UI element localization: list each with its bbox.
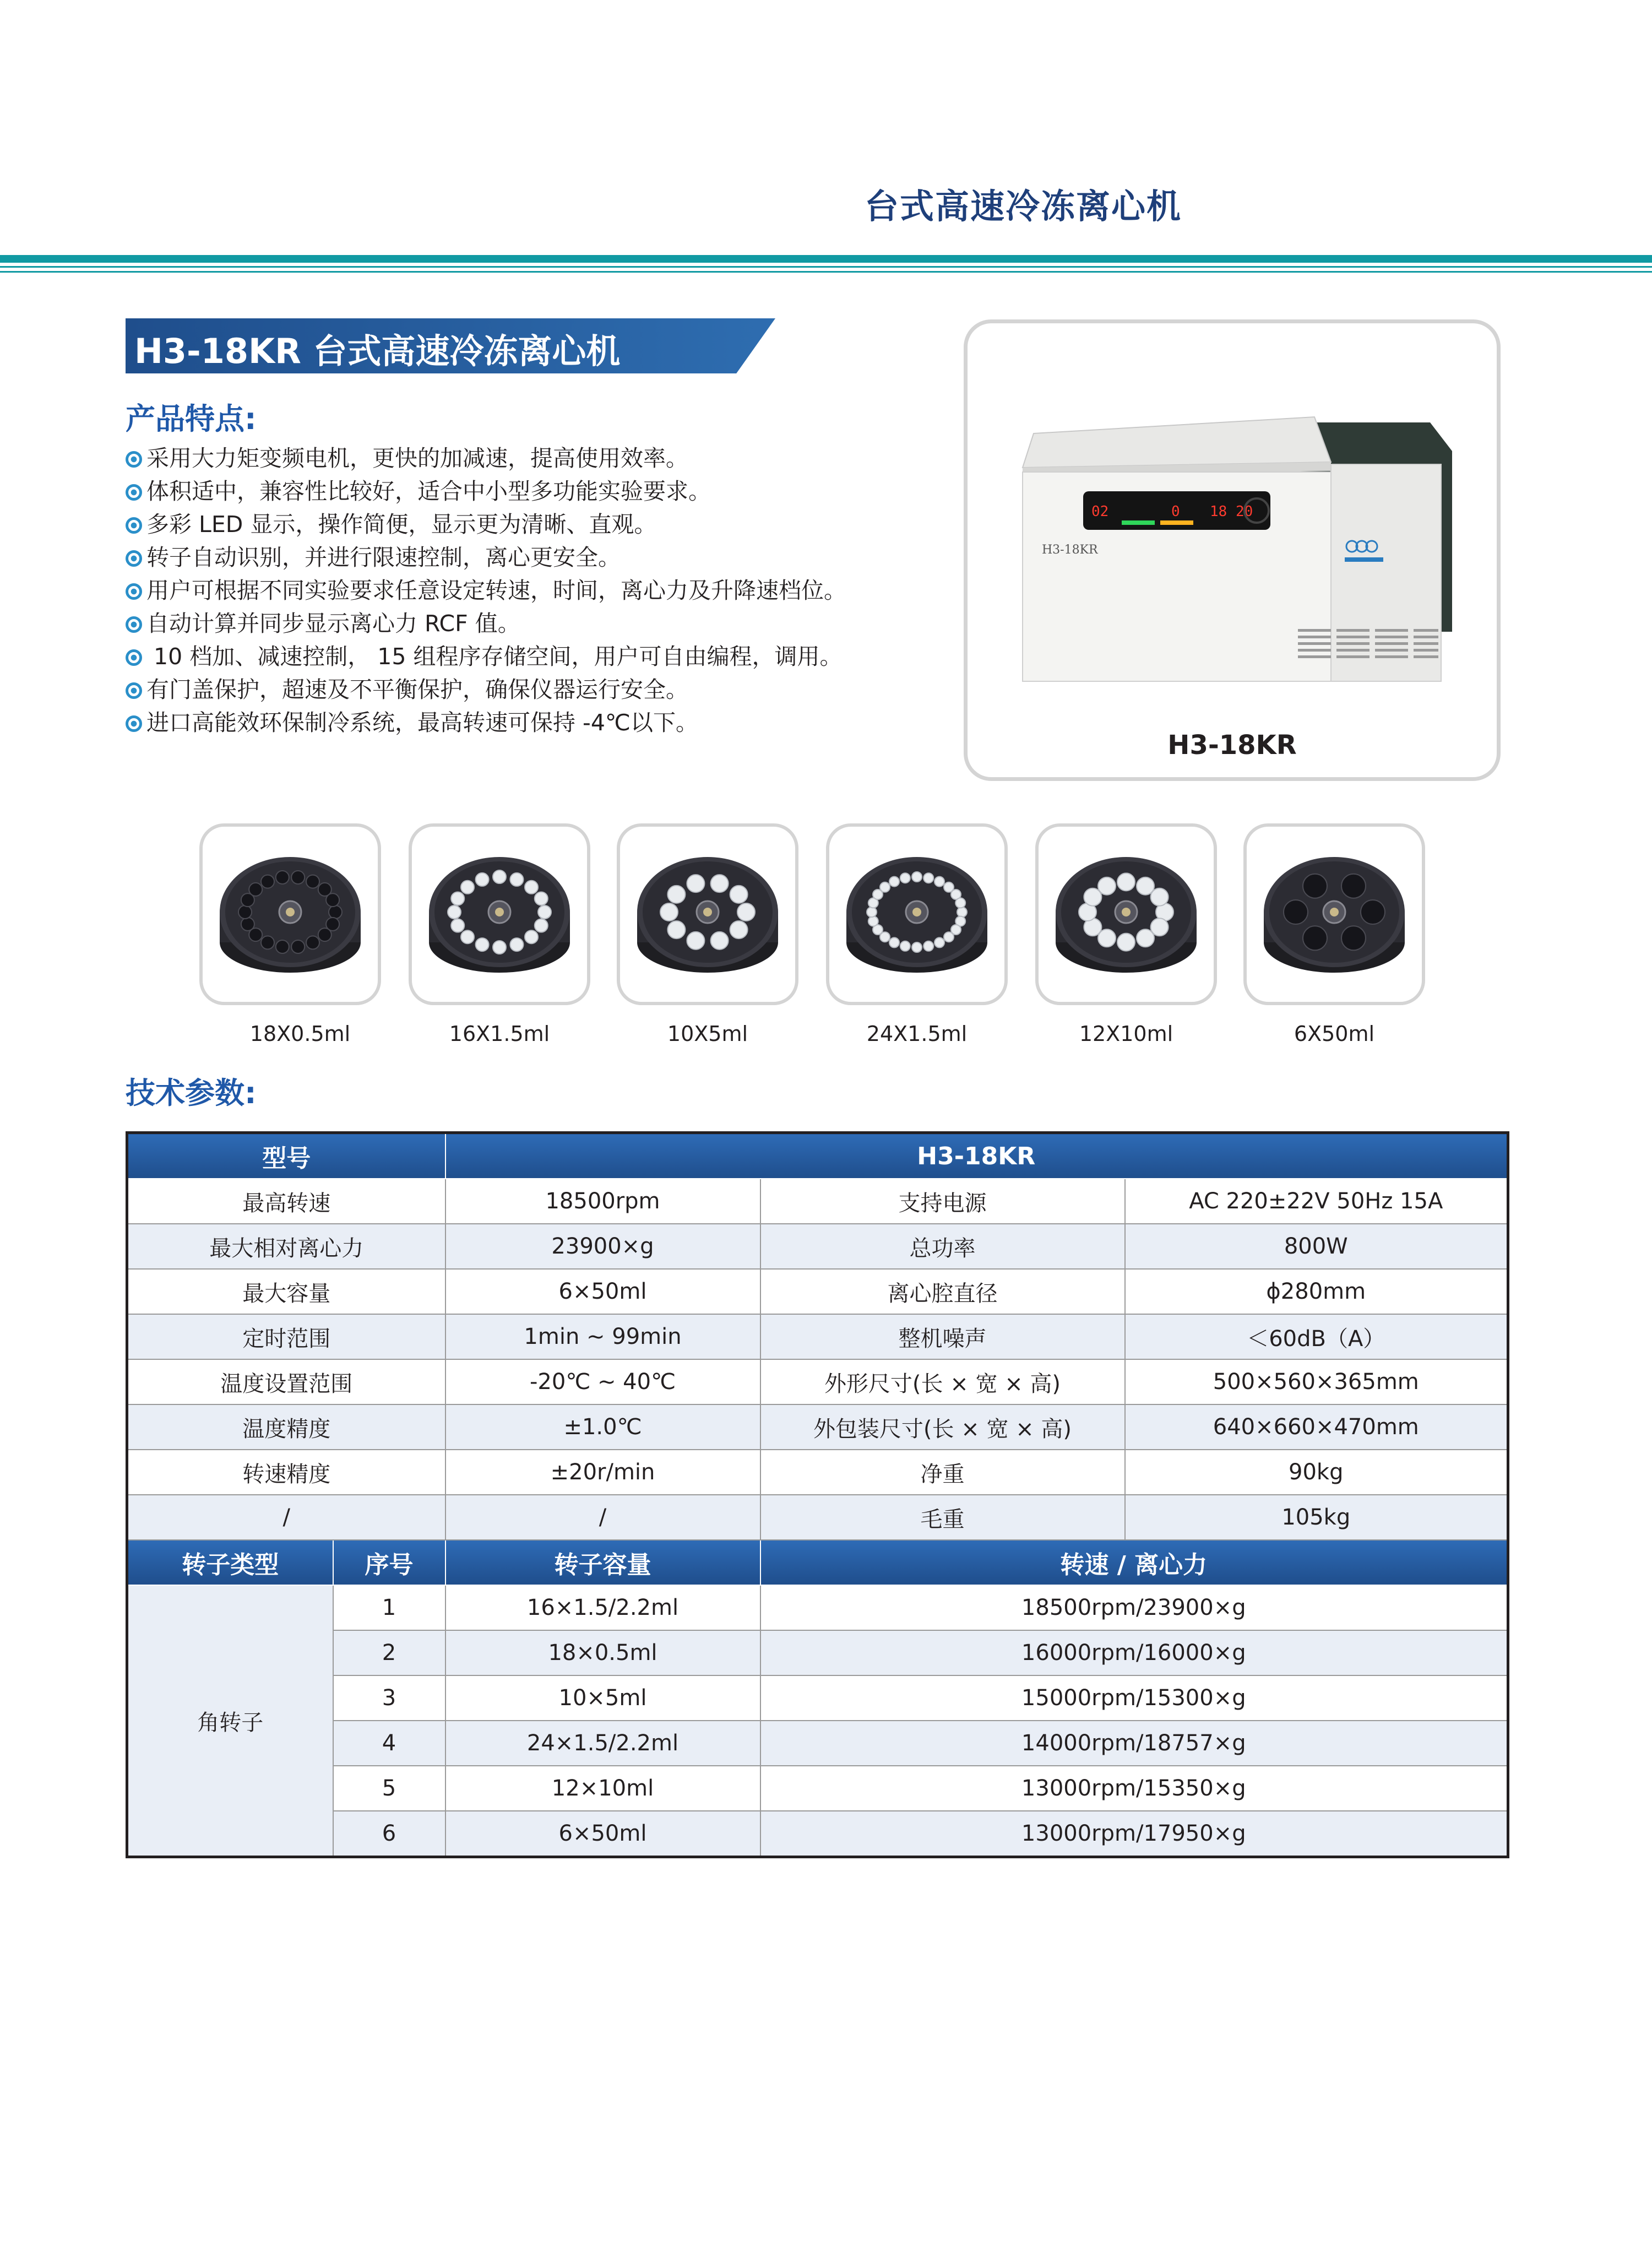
feature-item: 多彩 LED 显示，操作简便，显示更为清晰、直观。 — [126, 508, 924, 541]
spec-row: 定时范围 1min ~ 99min 整机噪声 ＜60dB（A） — [127, 1314, 1508, 1359]
index-header: 序号 — [333, 1540, 445, 1585]
rotor-tube — [1137, 929, 1154, 947]
rotor-tube — [711, 932, 729, 950]
feature-list — [126, 442, 924, 739]
rotor-tube — [276, 871, 289, 884]
rotor-tube — [261, 875, 274, 888]
rotor-tube — [318, 928, 332, 941]
rotor-thumbnail — [199, 823, 381, 1005]
spec-row: 转速精度 ±20r/min 净重 90kg — [127, 1450, 1508, 1495]
rotor-thumbnail — [617, 823, 798, 1005]
model-value: H3-18KR — [445, 1133, 1508, 1179]
rotor-tube — [1303, 926, 1327, 950]
bullet-icon — [126, 715, 142, 732]
rotor-tube — [1361, 900, 1385, 924]
rotor-tube — [276, 940, 289, 953]
rotor-row: 4 24×1.5/2.2ml 14000rpm/18757×g — [127, 1721, 1508, 1766]
bullet-icon — [126, 649, 142, 666]
rotor-tube — [535, 892, 548, 905]
feature-item: 用户可根据不同实验要求任意设定转速，时间，离心力及升降速档位。 — [126, 574, 924, 607]
spec-row: / / 毛重 105kg — [127, 1495, 1508, 1540]
rotor-tube — [1117, 934, 1135, 951]
product-caption: H3-18KR — [1167, 730, 1297, 761]
feature-item: 自动计算并同步显示离心力 RCF 值。 — [126, 607, 924, 640]
bullet-icon — [126, 616, 142, 633]
feature-item: 转子自动识别，并进行限速控制，离心更安全。 — [126, 541, 924, 574]
rotor-tube — [291, 940, 305, 953]
header-rule-thick — [0, 255, 1652, 263]
header-rule-thin-2 — [0, 271, 1652, 273]
bullet-icon — [126, 517, 142, 534]
specs-heading: 技术参数: — [126, 1076, 257, 1110]
rotor-tube — [1303, 874, 1327, 898]
spec-row: 温度精度 ±1.0℃ 外包装尺寸(长 × 宽 × 高) 640×660×470mm — [127, 1404, 1508, 1450]
rotor-tube — [261, 936, 274, 949]
rotor-tube — [889, 937, 899, 947]
centrifuge-illustration — [968, 323, 1497, 777]
rotor-tube — [291, 871, 305, 884]
header-rule-thin — [0, 266, 1652, 268]
rotor-tube — [868, 916, 878, 926]
model-label: 型号 — [127, 1133, 445, 1179]
rotor-row: 3 10×5ml 15000rpm/15300×g — [127, 1675, 1508, 1721]
rotor-tube — [525, 881, 538, 894]
rotor-tube — [912, 872, 922, 882]
rotor-row: 5 12×10ml 13000rpm/15350×g — [127, 1766, 1508, 1811]
rotor-tube — [687, 932, 704, 950]
rotor-tube — [451, 892, 464, 905]
rotor-tube — [306, 875, 319, 888]
rotor-tube — [525, 930, 538, 943]
rotor-tube — [1098, 877, 1116, 895]
rotor-label: 24X1.5ml — [866, 1022, 968, 1046]
rotor-tube — [538, 905, 551, 919]
feature-item: 10 档加、减速控制， 15 组程序存储空间，用户可自由编程，调用。 — [126, 640, 924, 673]
spec-row: 温度设置范围 -20℃ ~ 40℃ 外形尺寸(长 × 宽 × 高) 500×560×365mm — [127, 1359, 1508, 1404]
spec-row: 最高转速 18500rpm 支持电源 AC 220±22V 50Hz 15A — [127, 1179, 1508, 1224]
rotor-tube — [880, 882, 890, 892]
rotor-tube — [1341, 874, 1366, 898]
rotor-header-row — [127, 1540, 1508, 1585]
rotor-tube — [326, 893, 339, 907]
bullet-icon — [126, 451, 142, 468]
rotor-thumbnail — [1035, 823, 1217, 1005]
rotor-tube — [451, 919, 464, 932]
bullet-icon — [126, 550, 142, 567]
rotor-tube — [241, 918, 254, 931]
rotor-tube — [476, 873, 489, 886]
rotor-tube — [957, 907, 967, 917]
rotor-thumbnail — [1243, 823, 1425, 1005]
rotor-tube — [912, 942, 922, 952]
svg-text:02: 02 — [1091, 503, 1109, 520]
spec-row: 最大相对离心力 23900×g 总功率 800W — [127, 1224, 1508, 1269]
spec-row: 最大容量 6×50ml 离心腔直径 ϕ280mm — [127, 1269, 1508, 1314]
capacity-header: 转子容量 — [445, 1540, 760, 1585]
rotor-tube — [934, 937, 944, 947]
rotor-row: 角转子 1 16×1.5/2.2ml 18500rpm/23900×g — [127, 1585, 1508, 1630]
rotor-label: 10X5ml — [667, 1022, 748, 1046]
speed-rcf-header: 转速 / 离心力 — [760, 1540, 1508, 1585]
rotor-tube — [1341, 926, 1366, 950]
rotor-row: 6 6×50ml 13000rpm/17950×g — [127, 1811, 1508, 1857]
rotor-label: 18X0.5ml — [249, 1022, 351, 1046]
rotor-tube — [687, 875, 704, 892]
feature-item: 采用大力矩变频电机，更快的加减速，提高使用效率。 — [126, 442, 924, 475]
model-banner-title: H3-18KR 台式高速冷冻离心机 — [134, 331, 621, 371]
rotor-tube — [867, 907, 877, 917]
rotor-tube — [510, 873, 523, 886]
page-title: 台式高速冷冻离心机 — [865, 186, 1182, 226]
rotor-type-header: 转子类型 — [127, 1540, 333, 1585]
rotor-tube — [900, 873, 910, 883]
rotor-tube — [493, 870, 506, 883]
rotor-tube — [900, 941, 910, 951]
bullet-icon — [126, 583, 142, 600]
rotor-tube — [730, 886, 748, 903]
rotor-tube — [461, 881, 474, 894]
bullet-icon — [126, 484, 142, 501]
rotor-thumbnail — [409, 823, 590, 1005]
rotor-tube — [730, 921, 748, 939]
rotor-tube — [448, 905, 461, 919]
rotor-tube — [955, 898, 965, 908]
rotor-row: 2 18×0.5ml 16000rpm/16000×g — [127, 1630, 1508, 1675]
rotor-tube — [1151, 888, 1169, 906]
rotor-tube — [461, 930, 474, 943]
rotor-tube — [889, 877, 899, 887]
svg-text:H3-18KR: H3-18KR — [1042, 543, 1098, 557]
feature-item: 进口高能效环保制冷系统，最高转速可保持 -4℃以下。 — [126, 706, 924, 739]
rotor-tube — [667, 886, 685, 903]
rotor-label: 12X10ml — [1079, 1022, 1173, 1046]
rotor-tube — [1117, 873, 1135, 891]
rotor-tube — [329, 905, 342, 919]
rotor-tube — [923, 873, 933, 883]
bullet-icon — [126, 682, 142, 699]
rotor-label: 6X50ml — [1294, 1022, 1375, 1046]
features-heading: 产品特点: — [126, 402, 257, 436]
product-photo-frame — [964, 319, 1501, 781]
rotor-tube — [667, 921, 685, 939]
rotor-tube — [493, 941, 506, 954]
rotor-tube — [660, 903, 678, 921]
rotor-tube — [711, 875, 729, 892]
rotor-tube — [306, 936, 319, 949]
rotor-label: 16X1.5ml — [449, 1022, 550, 1046]
feature-item: 体积适中，兼容性比较好，适合中小型多功能实验要求。 — [126, 475, 924, 508]
rotor-tube — [249, 883, 262, 896]
rotor-tube — [238, 905, 252, 919]
spec-header-row — [127, 1133, 1508, 1179]
rotor-tube — [476, 938, 489, 951]
svg-text:18 20: 18 20 — [1210, 503, 1253, 520]
rotor-type-cell: 角转子 — [127, 1585, 333, 1857]
rotor-thumbnail — [826, 823, 1008, 1005]
feature-item: 有门盖保护，超速及不平衡保护，确保仪器运行安全。 — [126, 673, 924, 706]
rotor-tube — [510, 938, 523, 951]
rotor-tube — [944, 932, 954, 942]
rotor-tube — [934, 877, 944, 887]
rotor-tube — [535, 919, 548, 932]
rotor-tube — [1284, 900, 1308, 924]
rotor-tube — [737, 903, 755, 921]
spec-table — [126, 1131, 1509, 1858]
svg-text:0: 0 — [1171, 503, 1180, 520]
rotor-tube — [923, 941, 933, 951]
